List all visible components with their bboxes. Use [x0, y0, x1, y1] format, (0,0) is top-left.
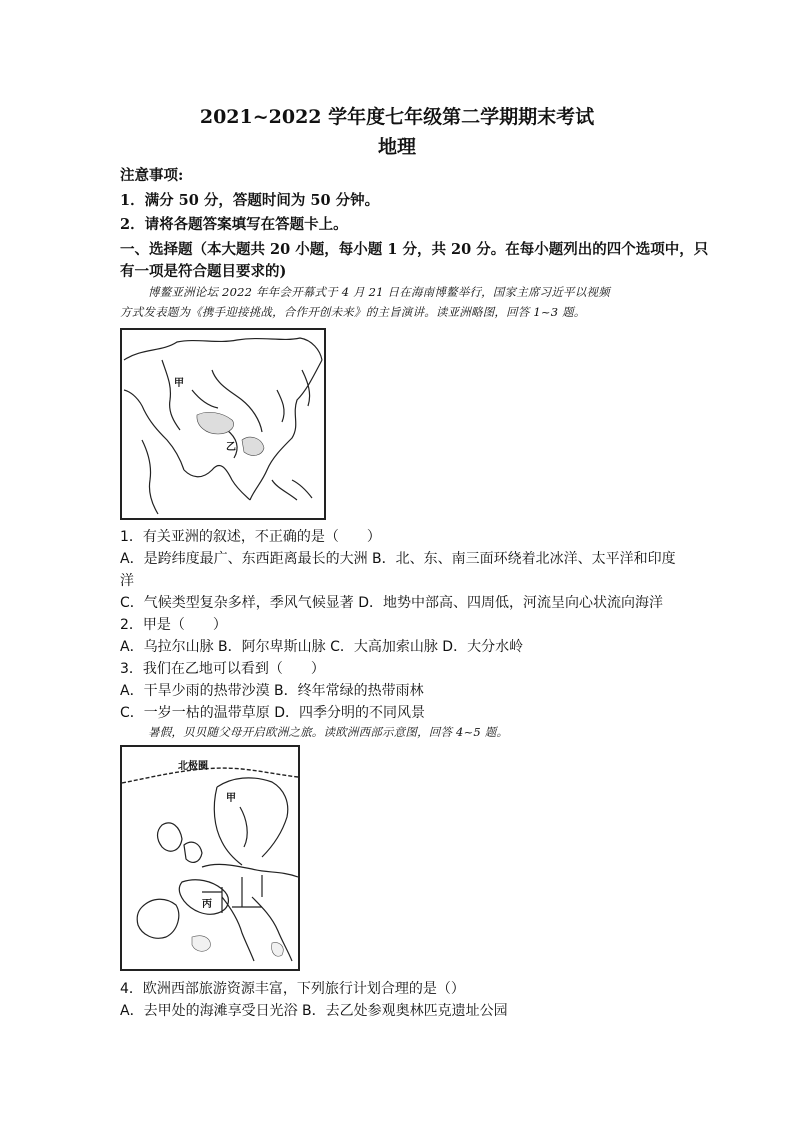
asia-label-yi: 乙: [226, 442, 236, 453]
exam-title: 2021~2022 学年度七年级第二学期期末考试: [199, 106, 595, 128]
europe-label-jia: 甲: [226, 793, 236, 804]
exam-subject: 地理: [377, 136, 416, 158]
q2-stem: 2．甲是（ ）: [120, 617, 227, 633]
passage1-line1: 博鳌亚洲论坛 2022 年年会开幕式于 4 月 21 日在海南博鳌举行，国家主席习近平以视频: [148, 285, 610, 299]
asia-map: [120, 328, 326, 520]
europe-map: [120, 745, 300, 971]
q4-options-ab: A．去甲处的海滩享受日光浴 B．去乙处参观奥林匹克遗址公园: [120, 1003, 508, 1019]
europe-map-drawing: [122, 747, 298, 969]
passage2-line1: 暑假，贝贝随父母开启欧洲之旅。读欧洲西部示意图，回答 4~5 题。: [148, 725, 509, 739]
q4-stem: 4．欧洲西部旅游资源丰富，下列旅行计划合理的是（）: [120, 981, 465, 997]
asia-label-jia: 甲: [174, 378, 184, 389]
notes-item-1: 1．满分 50 分，答题时间为 50 分钟。: [120, 192, 380, 209]
notes-heading: 注意事项:: [120, 167, 184, 184]
section-heading-line2: 有一项是符合题目要求的): [120, 263, 287, 280]
notes-item-2: 2．请将各题答案填写在答题卡上。: [120, 216, 348, 233]
europe-label-bing: 丙: [202, 899, 212, 910]
passage1-line2: 方式发表题为《携手迎接挑战，合作开创未来》的主旨演讲。读亚洲略图，回答 1~3 题。: [120, 305, 586, 319]
q3-options-ab: A．干旱少雨的热带沙漠 B．终年常绿的热带雨林: [120, 683, 424, 699]
q2-options: A．乌拉尔山脉 B．阿尔卑斯山脉 C．大高加索山脉 D．大分水岭: [120, 639, 524, 655]
q3-options-cd: C．一岁一枯的温带草原 D．四季分明的不同风景: [120, 705, 426, 721]
q3-stem: 3．我们在乙地可以看到（ ）: [120, 661, 325, 677]
section-heading-line1: 一、选择题（本大题共 20 小题，每小题 1 分，共 20 分。在每小题列出的四个选项中，只: [120, 241, 709, 258]
q1-stem: 1．有关亚洲的叙述，不正确的是（ ）: [120, 529, 381, 545]
asia-map-drawing: [122, 330, 324, 518]
q1-options-cd: C．气候类型复杂多样，季风气候显著 D．地势中部高、四周低，河流呈向心状流向海洋: [120, 595, 664, 611]
q1-options-ab: A．是跨纬度最广、东西距离最长的大洲 B．北、东、南三面环绕着北冰洋、太平洋和印度: [120, 551, 676, 567]
q1-options-ab-cont: 洋: [120, 573, 134, 589]
europe-label-arctic-circle: 北极圈: [178, 761, 208, 772]
